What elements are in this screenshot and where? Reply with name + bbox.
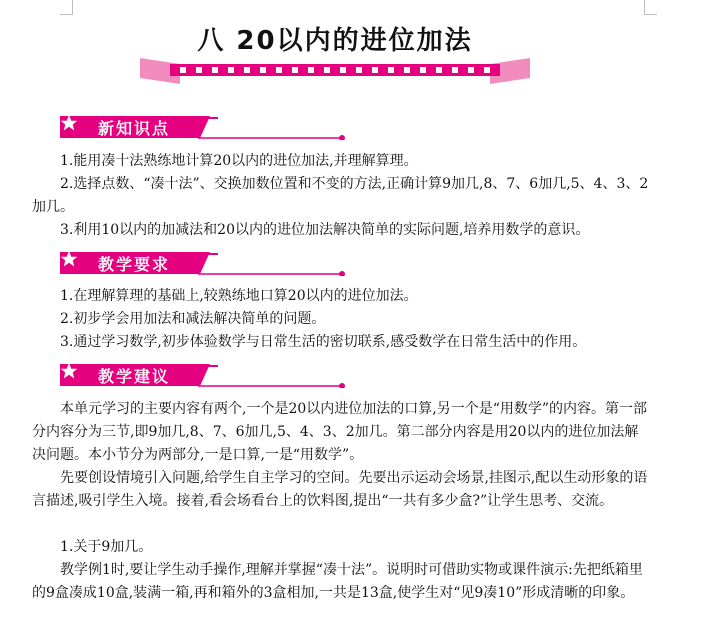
list-item: 3.通过学习数学,初步体验数学与日常生活的密切联系,感受数学在日常生活中的作用。: [60, 334, 587, 350]
body-paragraph: 先要创设情境引入问题,给学生自主学习的空间。先要出示运动会场景,挂图示,配以生动形象的语言描述,吸引学生入境。接着,看会场看台上的饮料图,提出“一共有多少盒?”让学生思考、交流。: [32, 470, 648, 509]
star-icon: [60, 250, 78, 268]
list-item: 2.初步学会用加法和减法解决简单的问题。: [60, 311, 326, 327]
section-heading-teaching-suggestions: [60, 362, 350, 388]
chapter-title: 八 20以内的进位加法: [197, 26, 473, 56]
body-paragraph: 教学例1时,要让学生动手操作,理解并掌握“凑十法”。说明时可借助实物或课件演示:先把纸箱里的9盒凑成10盒,装满一箱,再和箱外的3盒相加,一共是13盒,使学生对“见9凑10”形成清晰的印象。: [32, 562, 643, 601]
star-icon: [60, 362, 78, 380]
list-item: 1.在理解算理的基础上,较熟练地口算20以内的进位加法。: [60, 288, 418, 304]
page-corner-mark-left: [60, 0, 73, 15]
list-item: 2.选择点数、“凑十法”、交换加数位置和不变的方法,正确计算9加几,8、7、6加几,5、4、3、2加几。: [32, 176, 649, 215]
section-heading-label: 教学建议: [98, 367, 171, 386]
body-paragraph: 1.关于9加几。: [60, 539, 153, 555]
section-heading-label: 新知识点: [98, 119, 171, 138]
section-heading-teaching-requirements: [60, 250, 350, 276]
section-heading-new-knowledge: [60, 114, 350, 140]
body-paragraph: 本单元学习的主要内容有两个,一个是20以内进位加法的口算,另一个是“用数学”的内容。第一部分内容分为三节,即9加几,8、7、6加几,5、4、3、2加几。第二部分内容是用20以内的进位加法解决问题。本小节分为两部分,一是口算,一是“用数学”。: [32, 401, 648, 463]
section-heading-label: 教学要求: [98, 255, 171, 274]
list-item: 1.能用凑十法熟练地计算20以内的进位加法,并理解算理。: [60, 153, 418, 169]
chapter-title-banner: [110, 14, 560, 84]
page-corner-mark-right: [644, 0, 657, 15]
list-item: 3.利用10以内的加减法和20以内的进位加法解决简单的实际问题,培养用数学的意识。: [60, 222, 590, 238]
title-ribbon-decoration: [110, 54, 560, 84]
star-icon: [60, 114, 78, 132]
